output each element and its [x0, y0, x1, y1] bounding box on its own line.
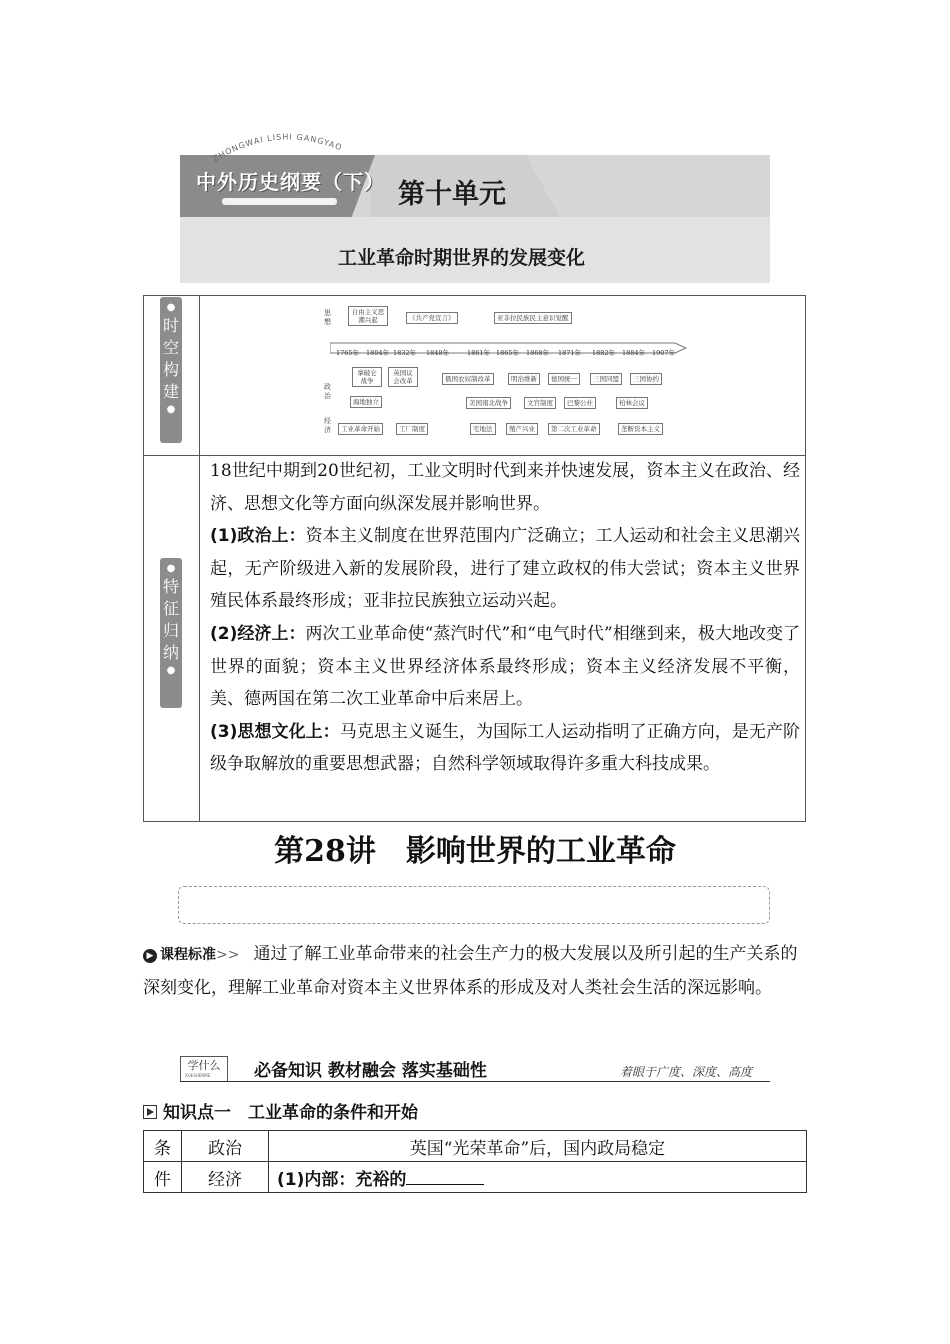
- year-label: 1804年: [366, 349, 390, 357]
- event-box: 美国南北战争: [466, 397, 511, 409]
- row-label-economy: 经济: [324, 417, 331, 434]
- year-label: 1907年: [652, 349, 676, 357]
- timeline-diagram: [318, 303, 690, 438]
- event-box: 巴黎公社: [564, 397, 596, 409]
- conditions-table: [143, 1130, 807, 1193]
- feature-summary: [210, 455, 800, 781]
- year-label: 1884年: [622, 349, 646, 357]
- double-chevron-icon: >>: [216, 947, 240, 963]
- event-box: 明治维新: [508, 373, 540, 385]
- table-row: [144, 1162, 807, 1193]
- year-label: 1848年: [426, 349, 450, 357]
- event-box: 殖产兴业: [506, 423, 538, 435]
- feature-intro: 18世纪中期到20世纪初，工业文明时代到来并快速发展，资本主义在政治、经济、思想文化等方面向纵深发展并影响世界。: [210, 461, 800, 514]
- unit-number: 第十单元: [398, 179, 506, 210]
- course-standard: [143, 938, 808, 1004]
- event-box: 垄断资本主义: [618, 423, 663, 435]
- learn-section-note: 着眼于广度、深度、高度: [620, 1065, 753, 1079]
- triangle-icon: [143, 1105, 157, 1119]
- event-box: 亚非拉民族民主意识觉醒: [494, 312, 572, 324]
- event-box: 文官制度: [524, 397, 556, 409]
- tab-spatiotemporal: ● 时空构建 ●: [160, 297, 182, 443]
- row-label: 政治: [182, 1131, 269, 1162]
- row-label: 经济: [182, 1162, 269, 1193]
- unit-title: 工业革命时期世界的发展变化: [338, 247, 586, 269]
- tab-features-label: 特征归纳: [163, 577, 180, 662]
- event-box: 宅地法: [470, 423, 496, 435]
- learn-logo: 学什么 XUESHENME: [180, 1056, 228, 1082]
- event-box: 英国议会改革: [388, 367, 418, 387]
- event-box: 拿破仑战争: [352, 367, 382, 387]
- row-label-thought: 思想: [324, 309, 331, 326]
- event-box: 工业革命开始: [338, 423, 383, 435]
- table-row: [144, 1131, 807, 1162]
- row-label-politics: 政治: [324, 383, 331, 400]
- feature-culture: (3)思想文化上：马克思主义诞生，为国际工人运动指明了正确方向，是无产阶级争取解放的重要思想武器；自然科学领域取得许多重大科技成果。: [210, 721, 800, 775]
- year-label: 1865年: [496, 349, 520, 357]
- framework-column-divider: [199, 295, 200, 822]
- course-standard-text: 通过了解工业革命带来的社会生产力的极大发展以及所引起的生产关系的深刻变化，理解工业革命对资本主义世界体系的形成及对人类社会生活的深远影响。: [143, 944, 798, 998]
- knowledge-point-heading: 知识点一 工业革命的条件和开始: [143, 1098, 418, 1123]
- feature-politics: (1)政治上：资本主义制度在世界范围内广泛确立；工人运动和社会主义思潮兴起，无产阶级进入新的发展阶段，进行了建立政权的伟大尝试；资本主义世界殖民体系最终形成；亚非拉民族独立运动兴起。: [210, 526, 801, 612]
- feature-economy: (2)经济上：两次工业革命使“蒸汽时代”和“电气时代”相继到来，极大地改变了世界的面貌；资本主义世界经济体系最终形成；资本主义经济发展不平衡，美、德两国在第二次工业革命中后来居上。: [210, 623, 800, 710]
- fill-blank[interactable]: [406, 1170, 484, 1185]
- svg-text:ZHONGWAI LISHI GANGYAO: ZHONGWAI LISHI GANGYAO: [211, 132, 344, 164]
- year-label: 1868年: [526, 349, 550, 357]
- row-head-top: 条: [144, 1131, 182, 1162]
- event-box: 三国协约: [630, 373, 662, 385]
- year-label: 1871年: [558, 349, 582, 357]
- series-title: 中外历史纲要（下）: [196, 170, 385, 194]
- dashed-placeholder-box: [178, 886, 770, 924]
- row-head-bottom: 件: [144, 1162, 182, 1193]
- series-underline: [222, 198, 337, 205]
- event-box: 三国同盟: [590, 373, 622, 385]
- event-box: 德国统一: [548, 373, 580, 385]
- event-box: 《共产党宣言》: [406, 312, 458, 324]
- event-box: 海地独立: [350, 396, 382, 408]
- banner-arc-text: [200, 124, 370, 164]
- year-label: 1765年: [336, 349, 360, 357]
- learn-section-rule: [180, 1081, 770, 1082]
- year-label: 1832年: [393, 349, 417, 357]
- play-icon: ▶: [143, 949, 157, 963]
- row-content: (1)内部：充裕的: [269, 1162, 807, 1193]
- event-box: 俄国农奴制改革: [442, 373, 494, 385]
- year-label: 1882年: [592, 349, 616, 357]
- event-box: 柏林会议: [616, 397, 648, 409]
- course-standard-label: 课程标准: [160, 947, 216, 963]
- event-box: 工厂制度: [396, 423, 428, 435]
- tab-spatiotemporal-label: 时空构建: [163, 316, 180, 401]
- row-content: 英国“光荣革命”后，国内政局稳定: [269, 1131, 807, 1162]
- year-label: 1861年: [467, 349, 491, 357]
- learn-section-title: 必备知识 教材融会 落实基础性: [254, 1061, 487, 1081]
- event-box: 自由主义思潮兴起: [348, 306, 388, 326]
- lecture-title: 第28讲 影响世界的工业革命: [274, 834, 676, 869]
- tab-features: ● 特征归纳 ●: [160, 558, 182, 708]
- event-box: 第二次工业革命: [548, 423, 600, 435]
